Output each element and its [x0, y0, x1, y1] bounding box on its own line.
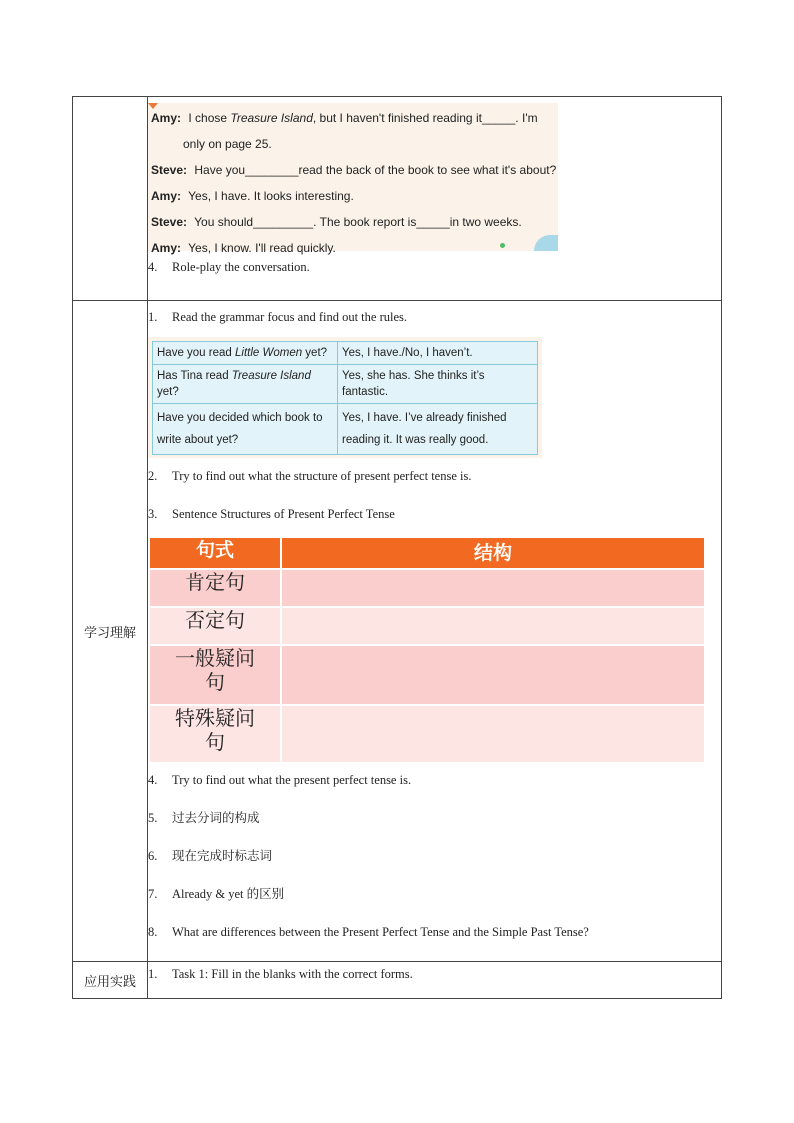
list-item [148, 802, 721, 834]
row-reading-dialogue [73, 97, 722, 301]
list-item [148, 878, 721, 910]
sentence-type-cell: 特殊疑问句 [149, 705, 281, 763]
item-number: 5. [148, 811, 158, 825]
item-number: 4. [148, 773, 158, 787]
item-text: Role-play the conversation. [172, 260, 310, 274]
dialogue-text: I chose [188, 111, 231, 125]
green-dot-icon [500, 243, 505, 248]
sentence-type-cell: 肯定句 [149, 569, 281, 607]
item-text: Sentence Structures of Present Perfect Tense [172, 507, 395, 521]
dialogue-text: only on page 25. [183, 137, 272, 151]
grammar-focus-box [148, 337, 542, 458]
sentence-type-cell: 一般疑问句 [149, 645, 281, 705]
header-structure: 结构 [281, 537, 705, 569]
table-row [149, 645, 705, 705]
row-learning-understanding [73, 301, 722, 962]
sentence-structure-table [148, 536, 706, 764]
structure-cell[interactable] [281, 607, 705, 645]
table-row [149, 705, 705, 763]
answer-cell: Yes, I have. I’ve already finished reading it. It was really good. [338, 404, 538, 455]
speaker-name: Amy: [151, 189, 182, 203]
dialogue-line [151, 159, 558, 185]
dialogue-line [151, 107, 558, 133]
list-item [148, 301, 721, 333]
table-row [149, 569, 705, 607]
answer-cell: Yes, she has. She thinks it’s fantastic. [338, 365, 538, 404]
question-cell: Have you read Little Women yet? [153, 342, 338, 365]
grammar-focus-table [152, 341, 538, 455]
item-text: Task 1: Fill in the blanks with the correct forms. [172, 967, 413, 981]
table-header-row [149, 537, 705, 569]
table-row [153, 404, 538, 455]
orange-corner-icon [148, 103, 158, 109]
header-sentence-type: 句式 [149, 537, 281, 569]
dialogue-text: Have you________read the back of the book to see what it's about? [194, 163, 557, 177]
item-text: Read the grammar focus and find out the rules. [172, 310, 407, 324]
question-cell: Have you decided which book to write about yet? [153, 404, 338, 455]
item-number: 6. [148, 849, 158, 863]
speaker-name: Steve: [151, 215, 188, 229]
dialogue-text: You should_________. The book report is_____in two weeks. [194, 215, 522, 229]
row2-label-cell [73, 301, 148, 962]
row-label: 应用实践 [83, 974, 136, 990]
row1-content-cell [148, 97, 722, 301]
row-label: 学习理解 [83, 625, 136, 641]
list-item [148, 460, 721, 492]
item-text: Try to find out what the present perfect tense is. [172, 773, 412, 787]
structure-cell[interactable] [281, 705, 705, 763]
structure-cell[interactable] [281, 645, 705, 705]
book-title: Treasure Island [230, 111, 313, 125]
item-text: Try to find out what the structure of present perfect tense is. [172, 469, 472, 483]
item-number: 1. [148, 310, 158, 324]
item-number: 3. [148, 507, 158, 521]
speaker-name: Amy: [151, 241, 182, 255]
row1-label-cell [73, 97, 148, 301]
list-item [148, 498, 721, 530]
table-row [153, 365, 538, 404]
dialogue-line [151, 133, 558, 159]
answer-cell: Yes, I have./No, I haven’t. [338, 342, 538, 365]
table-row [153, 342, 538, 365]
item-text: 现在完成时标志词 [172, 848, 273, 863]
dialogue-line [151, 185, 558, 211]
speaker-name: Steve: [151, 163, 188, 177]
question-cell: Has Tina read Treasure Island yet? [153, 365, 338, 404]
dialogue-text: , but I haven't finished reading it_____. I'm [312, 111, 538, 125]
item-number: 1. [148, 967, 158, 981]
item-text: 过去分词的构成 [172, 810, 260, 825]
item-number: 4. [148, 260, 158, 274]
lesson-plan-table [72, 96, 722, 999]
row-application-practice [73, 962, 722, 999]
list-item [148, 962, 721, 986]
row3-content-cell [148, 962, 722, 999]
item-text: Already & yet 的区别 [172, 887, 285, 901]
list-item [148, 916, 721, 948]
dialogue-box [148, 103, 558, 255]
structure-cell[interactable] [281, 569, 705, 607]
row3-label-cell [73, 962, 148, 999]
speaker-name: Amy: [151, 111, 182, 125]
list-item [148, 764, 721, 796]
dialogue-line [151, 211, 558, 237]
item-text: What are differences between the Present Perfect Tense and the Simple Past Tense? [172, 925, 589, 939]
sentence-type-cell: 否定句 [149, 607, 281, 645]
item-number: 7. [148, 887, 158, 901]
dialogue-text: Yes, I have. It looks interesting. [188, 189, 354, 203]
dialogue-text: Yes, I know. I'll read quickly. [188, 241, 336, 255]
dialogue-line [151, 237, 558, 263]
table-row [149, 607, 705, 645]
item-number: 8. [148, 925, 158, 939]
row2-content-cell [148, 301, 722, 962]
list-item [148, 840, 721, 872]
item-number: 2. [148, 469, 158, 483]
